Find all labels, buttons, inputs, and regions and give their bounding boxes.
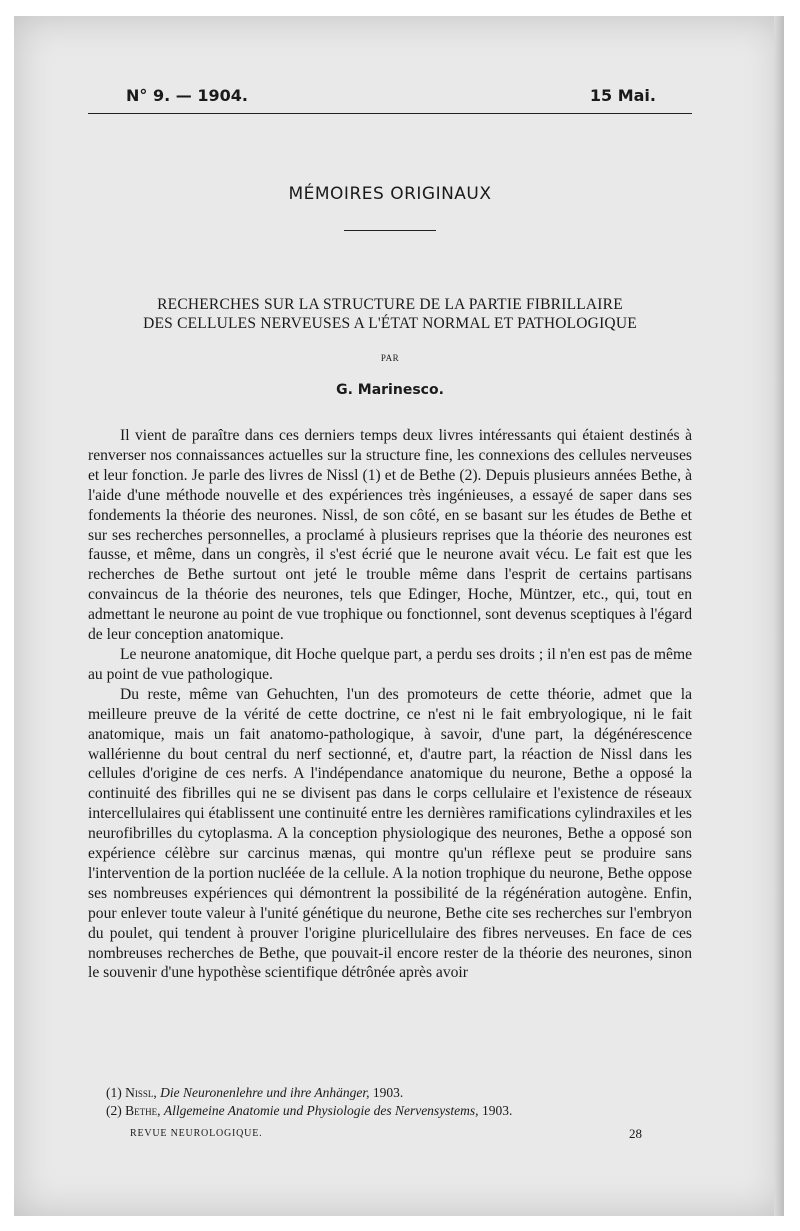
footnotes xyxy=(88,1084,692,1120)
footnote-title: Allgemeine Anatomie und Physiologie des Nervensystems, xyxy=(163,1103,479,1118)
journal-name: REVUE NEUROLOGIQUE. xyxy=(130,1128,263,1139)
footnote-title: Die Neuronenlehre und ihre Anhänger, xyxy=(160,1085,370,1100)
body-paragraph: Il vient de paraître dans ces derniers temps deux livres intéressants qui étaient destinés à renverser nos connaissances actuelles sur la structure fine, les connexions des cellules nerveuses et leur fonction. Je parle des livres de Nissl (1) et de Bethe (2). Depuis plusieurs années Bethe, à l'aide d'une méthode nouvelle et des expériences très ingénieuses, a essayé de saper dans ses fondements la théorie des neurones. Nissl, de son côté, en se basant sur les études de Bethe et sur ses recherches personnelles, a proclamé à plusieurs reprises que la théorie des neurones est fausse, et même, dans un congrès, il s'est écrié que le neurone avait vécu. Le fait est que les recherches de Bethe surtout ont jeté le trouble même dans l'esprit de certains partisans convaincus de la théorie des neurones, tels que Edinger, Hoche, Müntzer, etc., qui, tout en admettant le neurone au point de vue trophique ou fonctionnel, sont devenus sceptiques à l'égard de leur conception anatomique. xyxy=(88,427,692,644)
section-rule xyxy=(344,230,436,231)
footnote-2 xyxy=(88,1102,692,1120)
page-edge-shadow xyxy=(774,16,784,1216)
page-content xyxy=(88,82,692,1141)
author-name: G. Marinesco. xyxy=(336,382,444,398)
article-title-line-2: DES CELLULES NERVEUSES A L'ÉTAT NORMAL ET PATHOLOGIQUE xyxy=(143,315,637,332)
footnote-number: (2) xyxy=(106,1103,122,1118)
header-rule xyxy=(88,113,692,114)
section-title: MÉMOIRES ORIGINAUX xyxy=(288,184,492,204)
footnote-1 xyxy=(88,1084,692,1102)
footnote-year: 1903. xyxy=(372,1085,404,1100)
footnote-author: Bethe, xyxy=(125,1103,161,1118)
footnote-year: 1903. xyxy=(481,1103,513,1118)
body-paragraph: Le neurone anatomique, dit Hoche quelque part, a perdu ses droits ; il n'en est pas de même au point de vue pathologique. xyxy=(88,645,692,683)
issue-date: 15 Mai. xyxy=(589,86,656,105)
running-header xyxy=(88,82,692,106)
article-title-line-1: RECHERCHES SUR LA STRUCTURE DE LA PARTIE FIBRILLAIRE xyxy=(157,296,623,313)
article-body xyxy=(88,426,692,983)
footnote-number: (1) xyxy=(106,1085,122,1100)
byline-par: PAR xyxy=(380,353,400,363)
footnote-author: Nissl, xyxy=(125,1085,157,1100)
running-footer xyxy=(88,1127,692,1143)
article-title xyxy=(88,295,692,333)
body-paragraph: Du reste, même van Gehuchten, l'un des promoteurs de cette théorie, admet que la meilleure preuve de la vérité de cette doctrine, ce n'est ni le fait embryologique, ni le fait anatomique, mais un fait anatomo-pathologique, à savoir, d'une part, la dégénérescence wallérienne du bout central du nerf sectionné, et, d'autre part, la réaction de Nissl dans les cellules d'origine de ces nerfs. A l'indépendance anatomique du neurone, Bethe a opposé la continuité des fibrilles qui ne se divisent pas dans le corps cellulaire et l'existence de réseaux intercellulaires qui établissent une continuité entre les dernières ramifications cylindraxiles et les neurofibrilles du cytoplasma. A la conception physiologique des neurones, Bethe a opposé son expérience célèbre sur carcinus mænas, qui montre qu'un réflexe peut se produire sans l'intervention de la portion nucléée de la cellule. A la notion trophique du neurone, Bethe oppose ses nombreuses expériences qui démontrent la possibilité de la régénération autogène. Enfin, pour enlever toute valeur à l'unité génétique du neurone, Bethe cite ses recherches sur l'embryon du poulet, qui tendent à prouver l'origine pluricellulaire des fibres nerveuses. En face de ces nombreuses recherches de Bethe, que pouvait-il encore rester de la théorie des neurones, sinon le souvenir d'une hypothèse scientifique détrônée après avoir xyxy=(88,685,692,982)
issue-number: N° 9. — 1904. xyxy=(126,86,248,105)
page-number: 28 xyxy=(629,1126,642,1141)
